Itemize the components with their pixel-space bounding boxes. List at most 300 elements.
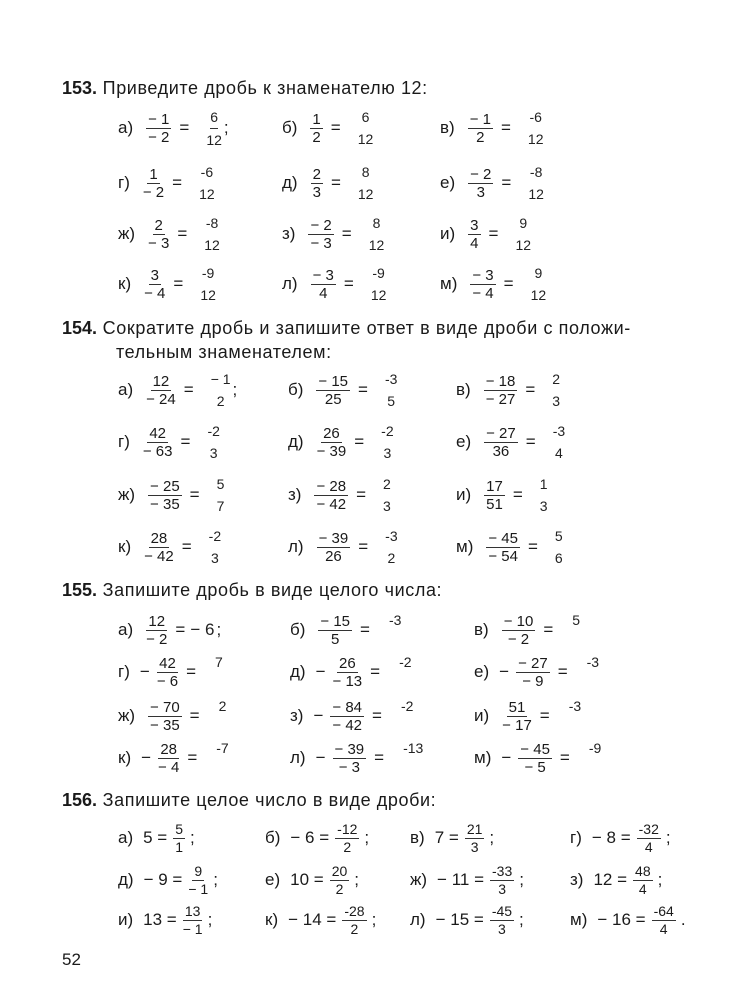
item-terminator: ; — [223, 118, 229, 137]
answer-fraction — [200, 262, 216, 306]
equals-sign: = — [370, 662, 381, 681]
exercise-item — [265, 816, 369, 860]
equals-sign: = — [175, 620, 186, 639]
fraction-numerator: 42 — [149, 424, 167, 442]
answer-numerator: 2 — [552, 371, 561, 387]
equals-sign: = — [525, 432, 536, 451]
answer-fraction — [335, 821, 359, 856]
exercise-item — [118, 650, 223, 694]
answer-numerator: − 1 — [210, 371, 231, 387]
answer-fraction — [465, 821, 485, 856]
item-label: ж) — [118, 706, 136, 725]
answer-value: -3 — [568, 698, 582, 714]
fraction — [330, 699, 364, 734]
item-terminator: ; — [519, 870, 524, 889]
item-label: д) — [118, 870, 134, 889]
answer-fraction — [207, 420, 219, 464]
item-label: в) — [474, 620, 489, 639]
item-label: б) — [282, 118, 298, 137]
answer-value: -9 — [588, 740, 602, 756]
fraction-numerator: 26 — [323, 424, 340, 442]
item-prefix: 5 = — [143, 828, 168, 847]
exercise-item — [456, 420, 565, 464]
answer-denominator: 2 — [216, 393, 225, 409]
exercise-title: Приведите дробь к знаменателю 12: — [102, 78, 428, 98]
exercise-number: 155. — [62, 580, 98, 600]
fraction-denominator: − 42 — [144, 547, 174, 565]
item-label: ж) — [410, 870, 428, 889]
item-prefix: − — [315, 748, 326, 767]
answer-fraction — [490, 903, 514, 938]
item-label: л) — [290, 748, 306, 767]
exercise-item — [440, 106, 544, 150]
answer-fraction — [371, 262, 387, 306]
fraction — [311, 267, 336, 302]
equals-sign: = — [183, 380, 194, 399]
fraction-denominator: − 3 — [148, 234, 170, 252]
equals-sign: = — [360, 620, 370, 639]
answer-numerator: -3 — [385, 528, 398, 544]
item-label: б) — [290, 620, 306, 639]
equals-sign: = — [557, 662, 568, 681]
fraction — [148, 217, 169, 252]
exercise-heading — [62, 788, 436, 812]
fraction-numerator: 2 — [312, 165, 321, 183]
fraction-numerator: − 2 — [470, 165, 492, 183]
answer-fraction — [385, 525, 397, 569]
answer-numerator: -9 — [201, 265, 215, 281]
item-label: м) — [570, 910, 588, 929]
fraction-numerator: 42 — [159, 654, 176, 672]
exercise-item — [265, 898, 376, 942]
answer-fraction — [385, 368, 397, 412]
answer-denominator: 4 — [638, 880, 647, 897]
equals-sign: = — [512, 485, 523, 504]
answer-denominator: 3 — [211, 550, 219, 566]
fraction — [158, 741, 179, 776]
exercise-item — [118, 420, 220, 464]
answer-value: -7 — [216, 740, 229, 756]
item-prefix: − 11 = — [437, 870, 484, 889]
exercise-item — [288, 420, 394, 464]
answer-denominator: 3 — [539, 498, 548, 514]
answer-fraction — [204, 212, 220, 256]
fraction-numerator: − 70 — [150, 698, 180, 716]
fraction-numerator: 26 — [339, 654, 356, 672]
item-terminator: ; — [371, 910, 377, 929]
item-terminator: ; — [519, 910, 524, 929]
fraction-numerator: − 1 — [469, 110, 491, 128]
equals-sign: = — [330, 118, 341, 137]
item-label: е) — [265, 870, 281, 889]
fraction-denominator: − 2 — [507, 630, 530, 648]
fraction-denominator: 4 — [319, 284, 328, 302]
exercise-item — [282, 262, 386, 306]
fraction — [468, 217, 480, 252]
exercise-title-line2: тельным знаменателем: — [116, 342, 332, 362]
exercise-item — [118, 106, 229, 150]
answer-numerator: 48 — [635, 862, 651, 879]
fraction-numerator: − 28 — [316, 477, 347, 495]
fraction-denominator: − 42 — [332, 716, 363, 734]
item-label: з) — [290, 706, 304, 725]
equals-sign: = — [181, 537, 192, 556]
fraction-denominator: − 9 — [522, 672, 544, 690]
equals-sign: = — [527, 537, 538, 556]
exercise-item — [265, 858, 359, 902]
answer-fraction — [531, 262, 547, 306]
fraction-denominator: 5 — [331, 630, 340, 648]
fraction-numerator: − 10 — [503, 612, 534, 630]
exercise-number: 153. — [62, 78, 98, 98]
exercise-item — [118, 736, 229, 780]
item-terminator: ; — [657, 870, 663, 889]
fraction — [468, 111, 493, 146]
item-prefix: − 15 = — [435, 910, 484, 929]
item-prefix: − 16 = — [597, 910, 646, 929]
fraction — [486, 530, 520, 565]
answer-fraction — [652, 903, 676, 938]
item-label: в) — [410, 828, 425, 847]
item-label: г) — [118, 432, 130, 451]
answer-denominator: 6 — [554, 550, 563, 566]
exercise-item — [290, 608, 401, 652]
item-label: и) — [456, 485, 472, 504]
page-number: 52 — [62, 950, 81, 969]
fraction-denominator: − 24 — [146, 390, 176, 408]
fraction — [146, 613, 167, 648]
answer-fraction — [217, 473, 225, 517]
answer-fraction — [199, 161, 215, 205]
exercise-item — [440, 212, 531, 256]
fraction-denominator: 3 — [476, 183, 485, 201]
item-label: л) — [288, 537, 304, 556]
equals-sign: = — [374, 748, 385, 767]
answer-denominator: 3 — [498, 920, 506, 937]
answer-numerator: 8 — [372, 215, 381, 231]
equals-sign: = — [525, 380, 536, 399]
item-prefix: − 9 = — [143, 870, 183, 889]
fraction-denominator: 4 — [470, 234, 479, 252]
answer-fraction — [637, 821, 661, 856]
answer-fraction — [383, 473, 391, 517]
fraction-denominator: 25 — [324, 390, 342, 408]
answer-numerator: -9 — [372, 265, 385, 281]
fraction-numerator: − 3 — [472, 266, 494, 284]
item-label: ж) — [118, 224, 136, 243]
item-label: з) — [288, 485, 302, 504]
exercise-item — [282, 106, 373, 150]
exercise-heading — [62, 578, 442, 602]
item-label: к) — [118, 748, 132, 767]
fraction-denominator: − 63 — [142, 442, 173, 460]
fraction-numerator: 12 — [148, 612, 166, 630]
answer-denominator: − 1 — [188, 880, 209, 897]
exercise-item — [456, 525, 563, 569]
answer-denominator: 5 — [387, 393, 396, 409]
exercise-item — [410, 898, 524, 942]
equals-sign: = — [189, 706, 200, 725]
fraction-numerator: − 15 — [320, 612, 351, 630]
equals-sign: = — [180, 432, 191, 451]
exercise-item — [118, 816, 195, 860]
fraction — [317, 530, 351, 565]
answer-numerator: -6 — [200, 164, 214, 180]
exercise-item — [118, 525, 221, 569]
answer-fraction — [528, 161, 544, 205]
exercise-item — [118, 694, 226, 738]
answer-numerator: -32 — [638, 820, 659, 837]
item-prefix: − 14 = — [288, 910, 337, 929]
fraction — [502, 699, 532, 734]
exercise-item — [288, 473, 391, 517]
fraction-numerator: − 27 — [486, 424, 516, 442]
exercise-item — [474, 694, 581, 738]
answer-numerator: -33 — [492, 862, 513, 879]
item-label: ж) — [118, 485, 136, 504]
equals-sign: = — [177, 224, 188, 243]
item-label: л) — [410, 910, 426, 929]
item-terminator: ; — [665, 828, 671, 847]
answer-denominator: 2 — [387, 550, 396, 566]
exercise-item — [290, 736, 423, 780]
equals-sign: = — [503, 274, 514, 293]
answer-fraction — [211, 368, 231, 412]
exercise-item — [474, 608, 580, 652]
answer-fraction — [555, 525, 563, 569]
answer-denominator: 4 — [555, 445, 563, 461]
fraction-numerator: 1 — [149, 165, 158, 183]
fraction-denominator: 2 — [476, 128, 485, 146]
exercise-item — [118, 212, 220, 256]
fraction — [157, 655, 178, 690]
equals-sign: = — [500, 118, 511, 137]
item-prefix: − 8 = — [591, 828, 631, 847]
answer-numerator: 5 — [216, 476, 225, 492]
fraction-numerator: − 84 — [332, 698, 363, 716]
item-label: г) — [570, 828, 582, 847]
answer-fraction — [183, 903, 203, 938]
equals-sign: = — [186, 662, 197, 681]
answer-numerator: -8 — [205, 215, 219, 231]
answer-numerator: 9 — [519, 215, 528, 231]
item-terminator: ; — [489, 828, 495, 847]
answer-denominator: 12 — [527, 131, 544, 147]
equals-sign: = — [356, 485, 367, 504]
equals-sign: = — [187, 748, 198, 767]
fraction-denominator: 26 — [325, 547, 342, 565]
answer-denominator: 3 — [498, 880, 507, 897]
equals-sign: = — [354, 432, 365, 451]
answer-numerator: 5 — [175, 820, 184, 837]
answer-numerator: -28 — [344, 902, 365, 919]
fraction-denominator: − 2 — [142, 183, 165, 201]
answer-denominator: 12 — [200, 287, 216, 303]
exercise-title: Сократите дробь и запишите ответ в виде дроби с положи- — [102, 318, 631, 338]
item-label: и) — [474, 706, 490, 725]
fraction-numerator: − 15 — [318, 372, 349, 390]
answer-fraction — [540, 473, 548, 517]
exercise-item — [290, 694, 413, 738]
fraction-denominator: − 35 — [150, 495, 180, 513]
exercise-item — [290, 650, 412, 694]
fraction — [143, 425, 173, 460]
exercise-item — [288, 525, 398, 569]
exercise-item — [570, 858, 662, 902]
fraction-numerator: − 3 — [312, 266, 334, 284]
fraction — [518, 741, 552, 776]
exercise-item — [456, 368, 560, 412]
item-prefix: − — [139, 662, 150, 681]
fraction — [144, 530, 174, 565]
item-label: з) — [282, 224, 296, 243]
item-label: в) — [456, 380, 471, 399]
fraction-numerator: 3 — [470, 216, 479, 234]
item-label: л) — [282, 274, 298, 293]
fraction-denominator: 3 — [312, 183, 321, 201]
item-label: г) — [118, 173, 130, 192]
item-terminator: ; — [213, 870, 218, 889]
answer-denominator: 4 — [644, 838, 653, 855]
fraction-denominator: − 39 — [316, 442, 347, 460]
answer-value: − 6 — [190, 620, 215, 639]
fraction — [484, 478, 505, 513]
answer-fraction — [515, 212, 531, 256]
answer-numerator: -64 — [653, 902, 674, 919]
answer-denominator: 12 — [528, 186, 544, 202]
answer-fraction — [206, 106, 222, 151]
fraction-denominator: 2 — [312, 128, 321, 146]
exercise-item — [118, 858, 218, 902]
item-label: и) — [440, 224, 456, 243]
exercise-item — [118, 262, 216, 306]
item-terminator: ; — [364, 828, 370, 847]
answer-fraction — [552, 368, 560, 412]
fraction — [318, 613, 352, 648]
fraction-numerator: − 39 — [318, 529, 349, 547]
equals-sign: = — [173, 274, 184, 293]
answer-fraction — [490, 863, 514, 898]
answer-denominator: 12 — [515, 237, 532, 253]
equals-sign: = — [372, 706, 382, 725]
answer-denominator: 12 — [357, 186, 374, 202]
item-prefix: − 6 = — [290, 828, 330, 847]
fraction-numerator: − 27 — [518, 654, 548, 672]
fraction-denominator: − 42 — [316, 495, 347, 513]
answer-numerator: -8 — [529, 164, 543, 180]
fraction-denominator: − 35 — [150, 716, 180, 734]
exercise-item — [456, 473, 548, 517]
answer-denominator: 12 — [530, 287, 547, 303]
fraction-numerator: 12 — [152, 372, 170, 390]
item-terminator: ; — [207, 910, 213, 929]
answer-denominator: 1 — [175, 838, 184, 855]
exercise-item — [288, 368, 397, 412]
answer-numerator: 2 — [383, 476, 391, 492]
item-prefix: 10 = — [290, 870, 324, 889]
item-terminator: ; — [354, 870, 359, 889]
answer-fraction — [528, 106, 544, 150]
answer-denominator: 12 — [370, 287, 387, 303]
fraction-numerator: 2 — [154, 216, 163, 234]
fraction-numerator: 28 — [150, 529, 168, 547]
fraction — [502, 613, 536, 648]
item-label: д) — [282, 173, 298, 192]
item-label: д) — [288, 432, 304, 451]
answer-value: 2 — [218, 698, 227, 714]
answer-numerator: 13 — [184, 902, 201, 919]
answer-numerator: -2 — [208, 528, 222, 544]
item-terminator: . — [680, 910, 686, 929]
fraction-denominator: − 6 — [156, 672, 179, 690]
answer-numerator: -12 — [337, 820, 358, 837]
answer-numerator: 9 — [534, 265, 543, 281]
answer-denominator: 3 — [209, 445, 218, 461]
item-label: в) — [440, 118, 455, 137]
item-label: з) — [570, 870, 584, 889]
equals-sign: = — [358, 537, 369, 556]
answer-denominator: 3 — [383, 445, 392, 461]
answer-fraction — [188, 863, 208, 898]
fraction-numerator: − 25 — [150, 477, 180, 495]
equals-sign: = — [488, 224, 499, 243]
item-label: а) — [118, 620, 134, 639]
fraction — [470, 267, 495, 302]
fraction-numerator: 17 — [486, 477, 503, 495]
exercise-item — [118, 898, 212, 942]
item-label: а) — [118, 828, 134, 847]
item-label: к) — [118, 537, 132, 556]
item-prefix: 12 = — [593, 870, 628, 889]
item-terminator: ; — [232, 380, 238, 399]
exercise-item — [474, 650, 599, 694]
exercise-item — [440, 262, 546, 306]
answer-value: -2 — [400, 698, 414, 714]
item-label: м) — [456, 537, 474, 556]
fraction — [144, 267, 165, 302]
item-label: б) — [265, 828, 281, 847]
item-label: а) — [118, 380, 134, 399]
fraction-numerator: − 45 — [520, 740, 550, 758]
fraction-numerator: − 1 — [148, 110, 170, 128]
answer-numerator: 6 — [210, 106, 218, 129]
answer-denominator: 3 — [383, 498, 391, 514]
equals-sign: = — [179, 118, 190, 137]
equals-sign: = — [341, 224, 352, 243]
answer-denominator: 12 — [199, 186, 215, 202]
answer-denominator: 12 — [206, 131, 222, 148]
exercise-title: Запишите целое число в виде дроби: — [102, 790, 437, 810]
exercise-item — [440, 161, 544, 205]
answer-numerator: 21 — [466, 820, 483, 837]
fraction-denominator: − 5 — [524, 758, 546, 776]
answer-numerator: 1 — [539, 476, 548, 492]
item-label: к) — [118, 274, 132, 293]
exercise-item — [282, 212, 384, 256]
exercise-item — [118, 608, 221, 652]
item-prefix: − — [313, 706, 324, 725]
fraction-denominator: − 54 — [488, 547, 518, 565]
item-prefix: − — [499, 662, 510, 681]
exercise-item — [118, 368, 237, 412]
item-label: е) — [456, 432, 472, 451]
fraction-denominator: 36 — [492, 442, 510, 460]
answer-value: 5 — [572, 612, 581, 628]
fraction — [333, 655, 363, 690]
fraction-numerator: − 18 — [485, 372, 516, 390]
answer-denominator: − 1 — [182, 920, 203, 937]
fraction-numerator: − 45 — [488, 529, 518, 547]
